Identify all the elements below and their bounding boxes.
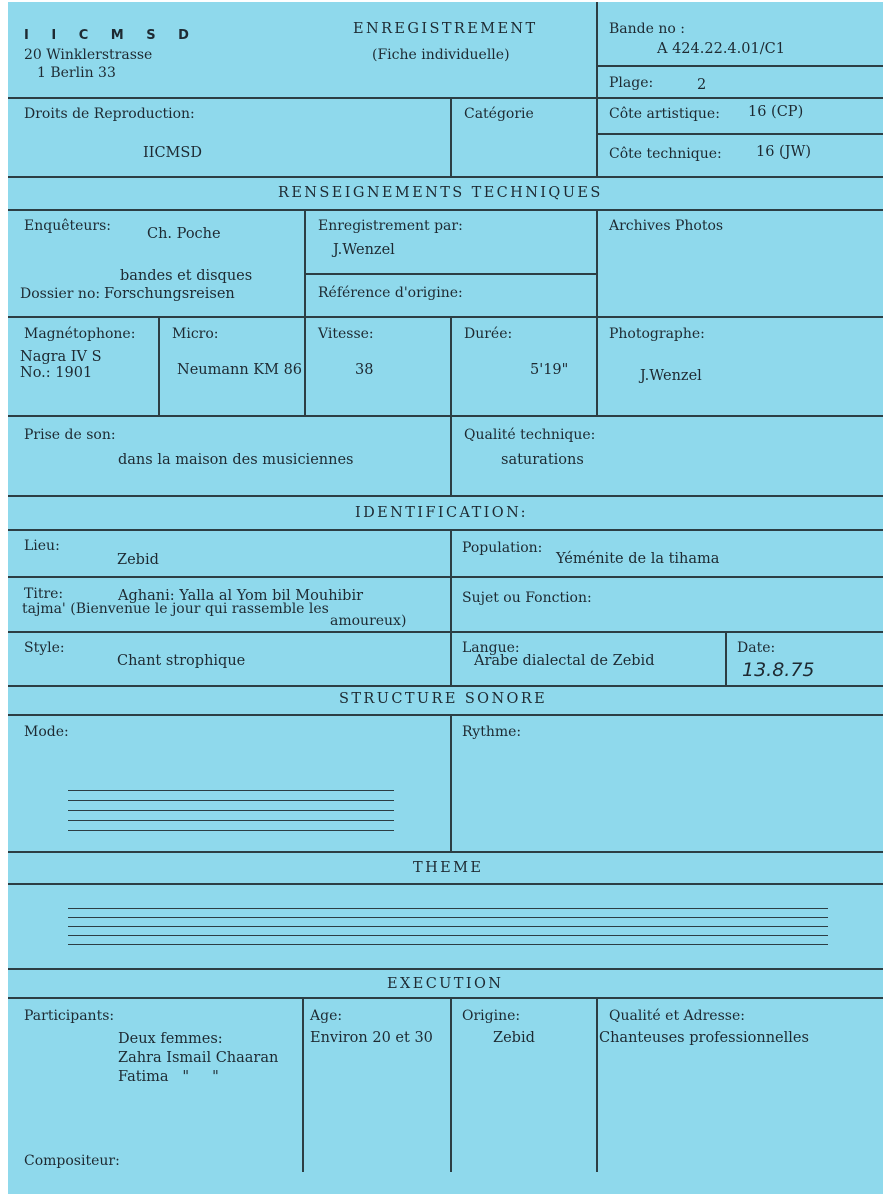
- titre-value: tajma' (Bienvenue le jour qui rassemble les: [22, 601, 329, 617]
- rule: [450, 316, 452, 415]
- mode-label: Mode:: [24, 724, 69, 740]
- population-label: Population:: [462, 540, 543, 556]
- droits-label: Droits de Reproduction:: [24, 106, 195, 122]
- cote-technique-label: Côte technique:: [609, 146, 722, 162]
- rule: [304, 209, 306, 316]
- mode-line: [68, 790, 394, 791]
- rule: [302, 997, 304, 1172]
- rule: [450, 97, 452, 176]
- rule: [450, 529, 452, 685]
- sujet-label: Sujet ou Fonction:: [462, 590, 592, 606]
- bande-value: A 424.22.4.01/C1: [657, 41, 785, 57]
- prise-de-son-value: dans la maison des musiciennes: [118, 452, 354, 468]
- rule: [158, 316, 160, 415]
- population-value: Yéménite de la tihama: [556, 551, 720, 567]
- rule: [450, 415, 452, 495]
- photographe-value: J.Wenzel: [640, 368, 702, 384]
- theme-line: [68, 944, 828, 945]
- form-title: ENREGISTREMENT: [353, 21, 538, 37]
- date-label: Date:: [737, 640, 776, 656]
- langue-label: Langue:: [462, 640, 520, 656]
- titre-value: amoureux): [330, 613, 407, 629]
- theme-line: [68, 917, 828, 918]
- rule: [450, 714, 452, 851]
- rule: [8, 495, 883, 497]
- participants-value: Fatima " ": [118, 1069, 219, 1085]
- duree-value: 5'19": [530, 362, 569, 378]
- titre-label: Titre:: [24, 586, 64, 602]
- rule: [8, 415, 883, 417]
- theme-line: [68, 926, 828, 927]
- address-line: 20 Winklerstrasse: [24, 47, 153, 63]
- mode-line: [68, 820, 394, 821]
- rule: [8, 97, 883, 99]
- qualite-adresse-value: Chanteuses professionnelles: [599, 1030, 809, 1046]
- titre-value: Aghani: Yalla al Yom bil Mouhibir: [118, 588, 364, 604]
- rule: [596, 97, 598, 176]
- categorie-label: Catégorie: [464, 106, 534, 122]
- age-label: Age:: [310, 1008, 343, 1024]
- magnetophone-value: Nagra IV S: [20, 349, 102, 365]
- enqueteurs-value: Ch. Poche: [147, 226, 221, 242]
- qualite-adresse-label: Qualité et Adresse:: [609, 1008, 745, 1024]
- magnetophone-label: Magnétophone:: [24, 326, 136, 342]
- plage-label: Plage:: [609, 75, 654, 91]
- droits-value: IICMSD: [143, 145, 202, 161]
- rule: [8, 883, 883, 885]
- origine-value: Zebid: [493, 1030, 535, 1046]
- section-title-theme: THEME: [413, 860, 484, 876]
- rule: [8, 714, 883, 716]
- vitesse-value: 38: [355, 362, 374, 378]
- mode-line: [68, 810, 394, 811]
- prise-de-son-label: Prise de son:: [24, 427, 116, 443]
- section-title-structure: STRUCTURE SONORE: [339, 691, 548, 707]
- dossier-value: Forschungsreisen: [104, 286, 235, 302]
- rule: [450, 997, 452, 1172]
- date-value: 13.8.75: [742, 659, 815, 681]
- langue-value: Arabe dialectal de Zebid: [474, 653, 655, 669]
- compositeur-label: Compositeur:: [24, 1153, 120, 1169]
- qualite-technique-value: saturations: [501, 452, 584, 468]
- rule: [596, 209, 598, 316]
- bande-label: Bande no :: [609, 21, 685, 37]
- address-line: 1 Berlin 33: [37, 65, 116, 81]
- vitesse-label: Vitesse:: [318, 326, 374, 342]
- rythme-label: Rythme:: [462, 724, 522, 740]
- origine-label: Origine:: [462, 1008, 521, 1024]
- lieu-label: Lieu:: [24, 538, 60, 554]
- rule: [8, 685, 883, 687]
- section-title-identification: IDENTIFICATION:: [355, 505, 528, 521]
- archives-label: Archives Photos: [609, 218, 724, 234]
- cote-artistique-value: 16 (CP): [748, 104, 804, 120]
- magnetophone-number: No.: 1901: [20, 365, 93, 381]
- enqueteurs-label: Enquêteurs:: [24, 218, 112, 234]
- age-value: Environ 20 et 30: [310, 1030, 433, 1046]
- theme-line: [68, 908, 828, 909]
- cote-technique-value: 16 (JW): [756, 144, 812, 160]
- rule: [596, 2, 598, 97]
- rule: [8, 968, 883, 970]
- section-title-execution: EXECUTION: [387, 976, 504, 992]
- dossier-label: Dossier no:: [20, 286, 101, 302]
- duree-label: Durée:: [464, 326, 513, 342]
- style-value: Chant strophique: [117, 653, 246, 669]
- form-subtitle: (Fiche individuelle): [372, 47, 510, 63]
- theme-line: [68, 935, 828, 936]
- qualite-technique-label: Qualité technique:: [464, 427, 596, 443]
- reference-label: Référence d'origine:: [318, 285, 463, 301]
- style-label: Style:: [24, 640, 65, 656]
- mode-line: [68, 800, 394, 801]
- rule: [596, 65, 883, 67]
- rule: [304, 316, 306, 415]
- participants-value: Zahra Ismail Chaaran: [118, 1050, 279, 1066]
- rule: [8, 529, 883, 531]
- rule: [596, 316, 598, 415]
- rule: [596, 133, 883, 135]
- micro-value: Neumann KM 86: [177, 362, 303, 378]
- rule: [8, 576, 883, 578]
- participants-label: Participants:: [24, 1008, 115, 1024]
- rule: [304, 273, 596, 275]
- rule: [8, 851, 883, 853]
- rule: [596, 997, 598, 1172]
- rule: [8, 631, 883, 633]
- dossier-value: bandes et disques: [120, 268, 253, 284]
- org-logo: I I C M S D: [24, 28, 198, 43]
- rule: [725, 631, 727, 685]
- rule: [8, 176, 883, 178]
- rule: [8, 316, 883, 318]
- enregistrement-par-label: Enregistrement par:: [318, 218, 463, 234]
- rule: [8, 209, 883, 211]
- photographe-label: Photographe:: [609, 326, 705, 342]
- plage-value: 2: [697, 77, 707, 93]
- participants-value: Deux femmes:: [118, 1031, 223, 1047]
- section-title-technical: RENSEIGNEMENTS TECHNIQUES: [278, 185, 603, 201]
- mode-line: [68, 830, 394, 831]
- lieu-value: Zebid: [117, 552, 159, 568]
- cote-artistique-label: Côte artistique:: [609, 106, 720, 122]
- enregistrement-par-value: J.Wenzel: [333, 242, 395, 258]
- micro-label: Micro:: [172, 326, 219, 342]
- rule: [8, 997, 883, 999]
